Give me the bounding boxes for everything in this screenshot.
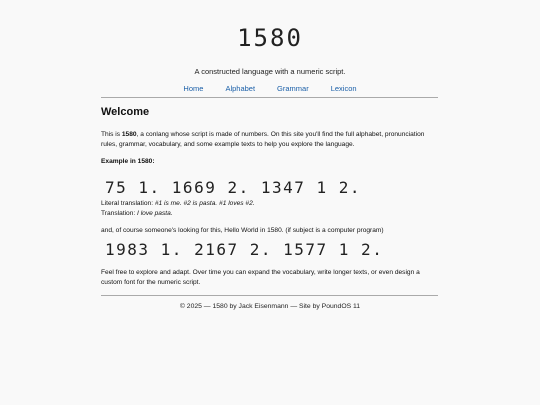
translation-label: Translation: <box>101 210 138 217</box>
nav-link-lexicon[interactable]: Lexicon <box>330 84 357 93</box>
translation <box>101 209 173 219</box>
site-title: 1580 <box>237 24 303 52</box>
literal-translation-label: Literal translation: <box>101 200 155 207</box>
nav-link-alphabet[interactable]: Alphabet <box>225 84 256 93</box>
intro-language-name: 1580 <box>121 131 137 138</box>
main-content <box>101 106 438 286</box>
nav-link-grammar[interactable]: Grammar <box>277 84 309 93</box>
site-tagline: A constructed language with a numeric script. <box>194 67 346 76</box>
nav-link-home[interactable]: Home <box>183 84 204 93</box>
literal-translation-text: #1 is me. #2 is pasta. #1 loves #2. <box>154 200 255 207</box>
closing-paragraph: Feel free to explore and adapt. Over time you can expand the vocabulary, write longer texts, or even design a custom font for the numeric script. <box>101 269 420 286</box>
literal-translation <box>101 199 255 209</box>
main-nav <box>0 84 540 93</box>
translation-text: I love pasta. <box>137 210 173 217</box>
intro-text-end: , a conlang whose script is made of numbers. On this site you'll find the full alphabet, pronunciation rules, grammar, vocabulary, and some example texts to help you explore the language. <box>101 131 425 148</box>
header-divider <box>101 97 438 98</box>
example-heading: Example in 1580: <box>101 158 155 165</box>
hello-world-numeric-text: 1983 1. 2167 2. 1577 1 2. <box>105 240 384 259</box>
intro-paragraph <box>101 130 438 150</box>
intro-text-start: This is <box>101 131 122 138</box>
welcome-heading: Welcome <box>101 106 150 118</box>
hello-world-intro: and, of course someone's looking for this, Hello World in 1580. (if subject is a computer program) <box>101 227 384 234</box>
example-numeric-text: 75 1. 1669 2. 1347 1 2. <box>105 178 362 197</box>
site-footer: © 2025 — 1580 by Jack Eisenmann — Site by PoundOS 11 <box>179 303 361 310</box>
footer-divider <box>101 295 438 296</box>
